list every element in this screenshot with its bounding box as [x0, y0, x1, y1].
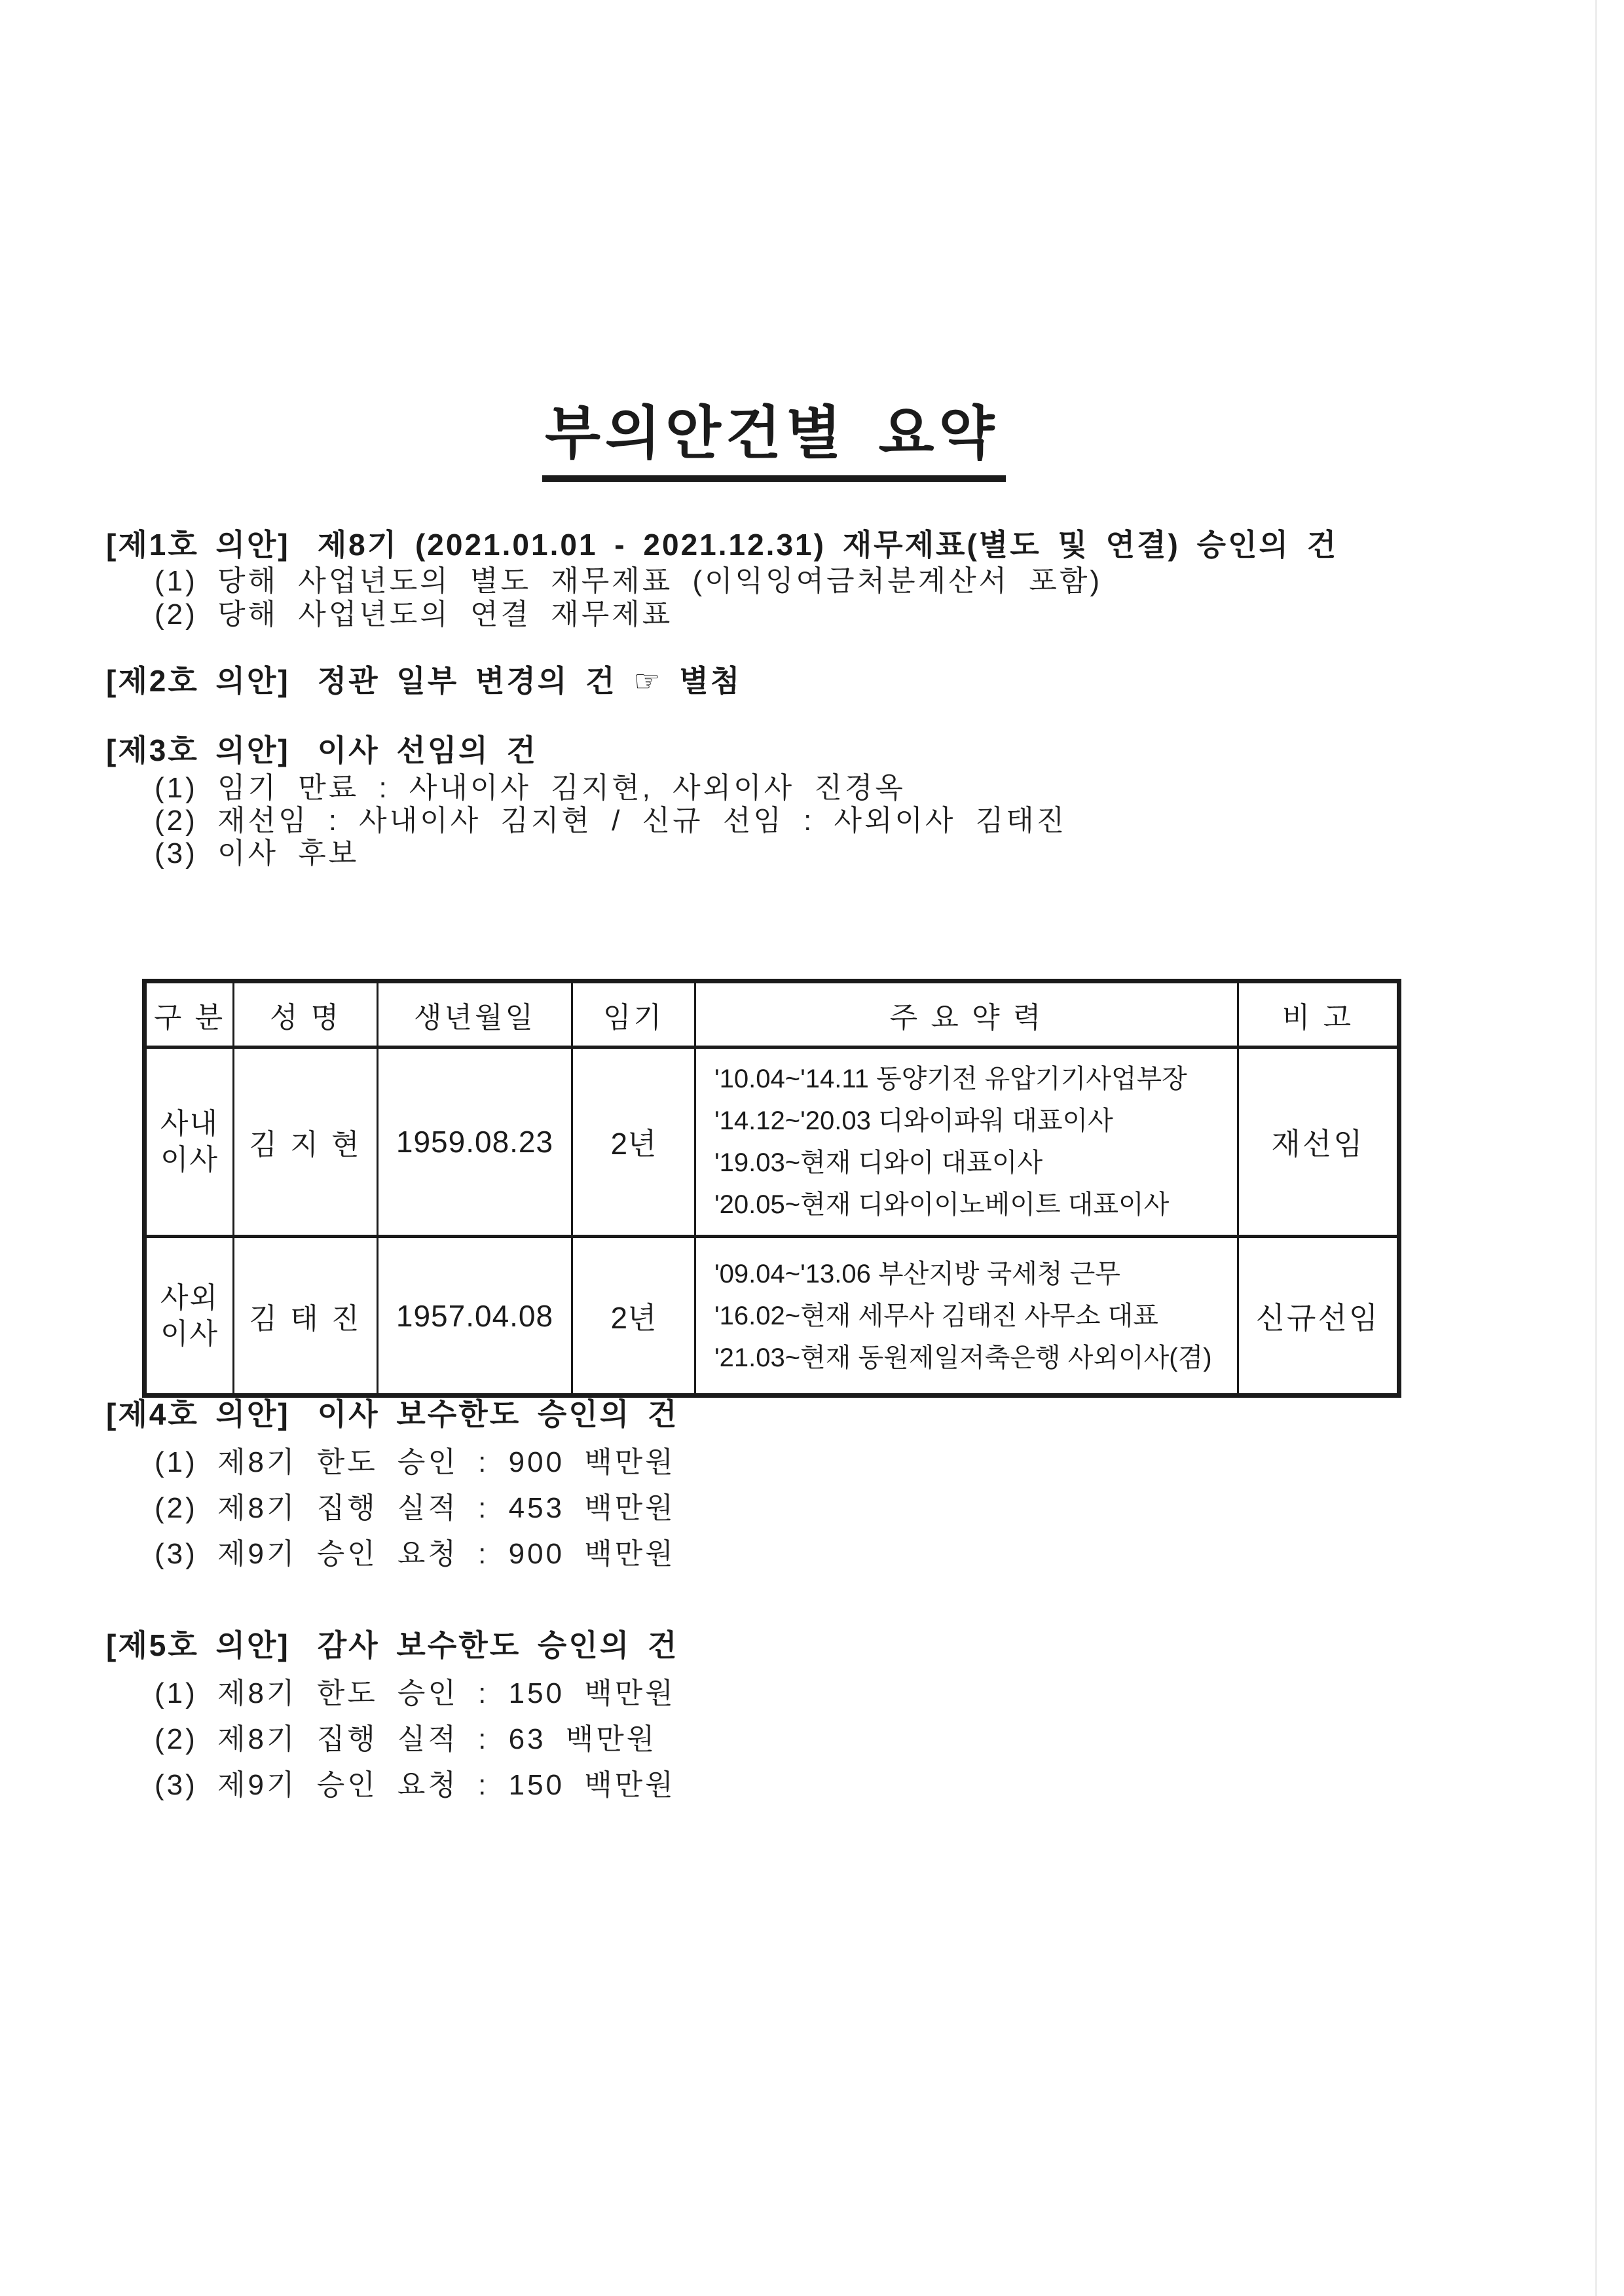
agenda-1-item-2: (2) 당해 사업년도의 연결 재무제표 — [155, 598, 673, 630]
candidate-birthdate: 1959.08.23 — [378, 1048, 572, 1237]
agenda-2-title: 정관 일부 변경의 건 ☞ 별첨 — [317, 664, 742, 698]
agenda-1-label: [제1호 의안] — [106, 528, 290, 562]
agenda-4-heading — [106, 1391, 678, 1434]
candidate-name: 김 지 현 — [234, 1048, 378, 1237]
candidate-career — [695, 1048, 1238, 1237]
career-line: '09.04~'13.06 부산지방 국세청 근무 — [714, 1259, 1120, 1288]
agenda-4-item-1: (1) 제8기 한도 승인 : 900 백만원 — [155, 1446, 676, 1478]
table-row — [145, 1048, 1399, 1237]
document-title: 부의안건별 요약 — [542, 388, 1006, 482]
career-line: '10.04~'14.11 동양기전 유압기기사업부장 — [714, 1065, 1187, 1093]
career-line: '20.05~현재 디와이이노베이트 대표이사 — [714, 1190, 1170, 1219]
agenda-5-heading — [106, 1622, 678, 1665]
career-line: '14.12~'20.03 디와이파워 대표이사 — [714, 1106, 1113, 1135]
candidate-category: 사외 이사 — [145, 1237, 234, 1396]
col-header-name: 성 명 — [234, 981, 378, 1048]
agenda-3-item-3: (3) 이사 후보 — [155, 837, 360, 869]
agenda-4-item-2: (2) 제8기 집행 실적 : 453 백만원 — [155, 1492, 676, 1524]
candidate-remark: 신규선임 — [1238, 1237, 1399, 1396]
career-line: '16.02~현재 세무사 김태진 사무소 대표 — [714, 1301, 1158, 1330]
career-line: '21.03~현재 동원제일저축은행 사외이사(겸) — [714, 1343, 1212, 1372]
col-header-term: 임기 — [572, 981, 695, 1048]
col-header-birthdate: 생년월일 — [378, 981, 572, 1048]
agenda-3-label: [제3호 의안] — [106, 733, 290, 767]
candidate-name: 김 태 진 — [234, 1237, 378, 1396]
agenda-2-heading — [106, 657, 741, 701]
candidate-category: 사내 이사 — [145, 1048, 234, 1237]
agenda-5-item-3: (3) 제9기 승인 요청 : 150 백만원 — [155, 1769, 676, 1801]
agenda-4-item-3: (3) 제9기 승인 요청 : 900 백만원 — [155, 1538, 676, 1570]
agenda-5-item-1: (1) 제8기 한도 승인 : 150 백만원 — [155, 1677, 676, 1709]
candidate-remark: 재선임 — [1238, 1048, 1399, 1237]
col-header-career: 주 요 약 력 — [695, 981, 1238, 1048]
agenda-5-item-2: (2) 제8기 집행 실적 : 63 백만원 — [155, 1723, 657, 1755]
table-row — [145, 1237, 1399, 1396]
agenda-4-label: [제4호 의안] — [106, 1397, 290, 1431]
director-candidates-table — [142, 979, 1401, 1398]
agenda-3-title: 이사 선임의 건 — [317, 733, 538, 767]
agenda-1-title: 제8기 (2021.01.01 - 2021.12.31) 재무제표(별도 및 연결) 승인의 건 — [317, 528, 1338, 562]
candidate-birthdate: 1957.04.08 — [378, 1237, 572, 1396]
col-header-category: 구 분 — [145, 981, 234, 1048]
agenda-5-label: [제5호 의안] — [106, 1628, 290, 1662]
candidate-career — [695, 1237, 1238, 1396]
agenda-3-item-1: (1) 임기 만료 : 사내이사 김지현, 사외이사 진경옥 — [155, 772, 906, 804]
agenda-2-label: [제2호 의안] — [106, 664, 290, 698]
career-line: '19.03~현재 디와이 대표이사 — [714, 1148, 1043, 1177]
scan-artifact-line — [1595, 0, 1597, 2296]
candidate-term: 2년 — [572, 1048, 695, 1237]
candidate-term: 2년 — [572, 1237, 695, 1396]
col-header-remark: 비 고 — [1238, 981, 1399, 1048]
agenda-3-item-2: (2) 재선임 : 사내이사 김지현 / 신규 선임 : 사외이사 김태진 — [155, 805, 1067, 837]
agenda-4-title: 이사 보수한도 승인의 건 — [317, 1397, 679, 1431]
agenda-1-item-1: (1) 당해 사업년도의 별도 재무제표 (이익잉여금처분계산서 포함) — [155, 565, 1103, 597]
table-header-row — [145, 981, 1399, 1048]
agenda-5-title: 감사 보수한도 승인의 건 — [317, 1628, 679, 1662]
